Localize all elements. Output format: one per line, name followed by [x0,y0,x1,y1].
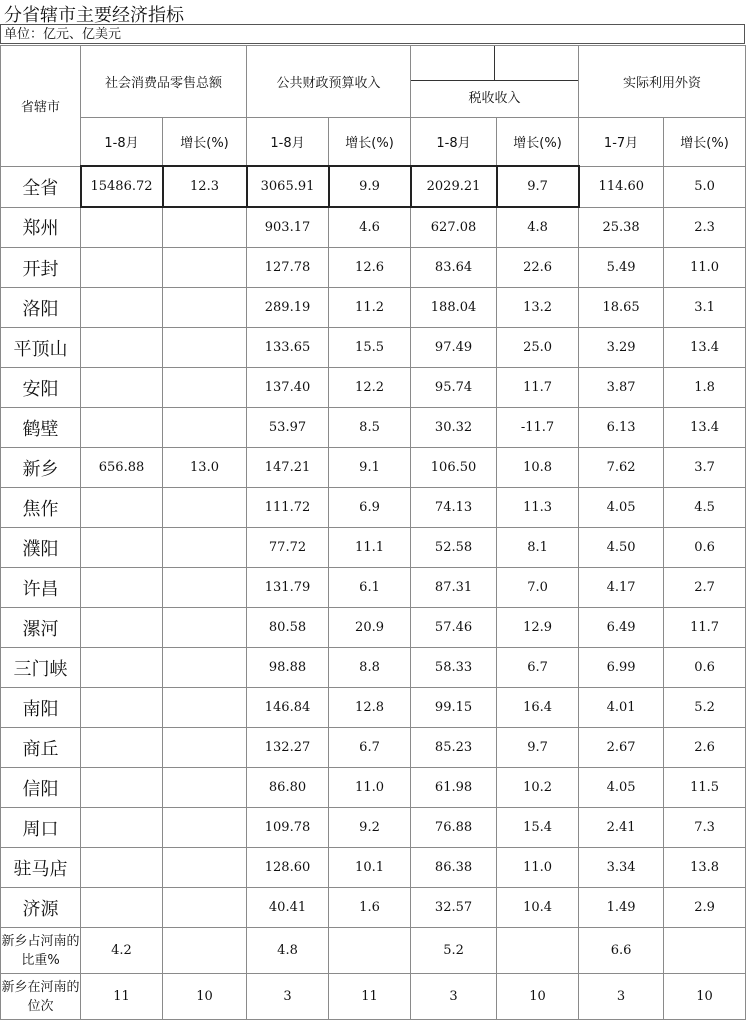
cell-fdi: 5.49 [579,248,664,288]
cell-retail-growth [163,288,247,328]
cell-retail-growth [163,248,247,288]
cell-tax: 2029.21 [411,166,497,207]
table-row [1,528,746,568]
cell-tax: 95.74 [411,368,497,408]
cell-fdi: 6.99 [579,648,664,688]
cell-tax-growth: 8.1 [497,528,579,568]
cell-fdi: 2.41 [579,808,664,848]
region-name: 信阳 [1,768,81,808]
cell-retail: 15486.72 [81,166,163,207]
rank-finance: 3 [247,974,329,1020]
cell-fdi: 6.49 [579,608,664,648]
cell-tax: 57.46 [411,608,497,648]
cell-retail-growth: 12.3 [163,166,247,207]
cell-retail-growth [163,488,247,528]
header-retail: 社会消费品零售总额 [81,46,247,118]
subheader-retail-period: 1-8月 [81,118,163,167]
table-row [1,768,746,808]
cell-tax-growth: 15.4 [497,808,579,848]
cell-fdi-growth: 0.6 [664,528,746,568]
cell-fdi: 7.62 [579,448,664,488]
table-row [1,408,746,448]
share-retail: 4.2 [81,928,163,974]
region-name: 三门峡 [1,648,81,688]
cell-tax-growth: 9.7 [497,166,579,207]
cell-fdi-growth: 4.5 [664,488,746,528]
cell-retail [81,288,163,328]
cell-finance: 86.80 [247,768,329,808]
table-row [1,288,746,328]
cell-finance: 77.72 [247,528,329,568]
cell-tax: 32.57 [411,888,497,928]
cell-fdi-growth: 0.6 [664,648,746,688]
cell-retail-growth [163,568,247,608]
cell-finance: 109.78 [247,808,329,848]
table-row [1,166,746,207]
cell-finance: 127.78 [247,248,329,288]
cell-tax: 76.88 [411,808,497,848]
cell-retail-growth [163,368,247,408]
cell-tax-growth: -11.7 [497,408,579,448]
cell-tax-growth: 10.8 [497,448,579,488]
subheader-fdi-growth: 增长(%) [664,118,746,167]
cell-fdi: 3.87 [579,368,664,408]
table-row [1,728,746,768]
cell-retail [81,768,163,808]
table-row [1,888,746,928]
page-title: 分省辖市主要经济指标 [4,5,184,26]
region-name: 焦作 [1,488,81,528]
cell-tax: 86.38 [411,848,497,888]
region-name: 许昌 [1,568,81,608]
cell-retail [81,408,163,448]
cell-retail-growth [163,528,247,568]
cell-fdi-growth: 11.0 [664,248,746,288]
region-name: 济源 [1,888,81,928]
cell-fdi: 4.50 [579,528,664,568]
region-name: 周口 [1,808,81,848]
cell-fdi: 3.29 [579,328,664,368]
cell-fdi-growth: 13.4 [664,408,746,448]
region-name: 郑州 [1,207,81,248]
rank-retail-growth: 10 [163,974,247,1020]
cell-retail [81,568,163,608]
cell-fdi-growth: 5.2 [664,688,746,728]
cell-retail [81,888,163,928]
cell-retail [81,328,163,368]
cell-finance: 903.17 [247,207,329,248]
cell-retail-growth [163,728,247,768]
header-fdi: 实际利用外资 [579,46,746,118]
cell-tax-growth: 25.0 [497,328,579,368]
cell-finance: 147.21 [247,448,329,488]
cell-fdi-growth: 3.7 [664,448,746,488]
cell-retail [81,248,163,288]
cell-tax-growth: 16.4 [497,688,579,728]
cell-finance: 128.60 [247,848,329,888]
cell-finance-growth: 6.7 [329,728,411,768]
cell-retail [81,488,163,528]
cell-retail [81,608,163,648]
cell-finance: 98.88 [247,648,329,688]
cell-finance: 3065.91 [247,166,329,207]
cell-finance: 137.40 [247,368,329,408]
subheader-finance-growth: 增长(%) [329,118,411,167]
cell-tax: 85.23 [411,728,497,768]
table-row [1,448,746,488]
subheader-fdi-period: 1-7月 [579,118,664,167]
region-name: 新乡 [1,448,81,488]
cell-finance: 131.79 [247,568,329,608]
share-empty-1 [163,928,247,974]
region-name: 南阳 [1,688,81,728]
cell-fdi: 3.34 [579,848,664,888]
table-row [1,808,746,848]
rank-fdi-growth: 10 [664,974,746,1020]
rank-tax-growth: 10 [497,974,579,1020]
cell-finance-growth: 20.9 [329,608,411,648]
region-name: 鹤壁 [1,408,81,448]
cell-finance: 133.65 [247,328,329,368]
table-row [1,248,746,288]
cell-retail [81,688,163,728]
cell-tax: 106.50 [411,448,497,488]
table-row [1,848,746,888]
cell-fdi-growth: 11.5 [664,768,746,808]
cell-fdi-growth: 2.6 [664,728,746,768]
cell-fdi: 4.05 [579,768,664,808]
cell-finance: 132.27 [247,728,329,768]
region-name: 平顶山 [1,328,81,368]
cell-tax-growth: 4.8 [497,207,579,248]
cell-fdi-growth: 11.7 [664,608,746,648]
cell-retail-growth [163,808,247,848]
cell-finance-growth: 10.1 [329,848,411,888]
cell-tax: 87.31 [411,568,497,608]
share-empty-2 [329,928,411,974]
table-row [1,328,746,368]
cell-retail [81,848,163,888]
cell-finance: 111.72 [247,488,329,528]
cell-finance-growth: 15.5 [329,328,411,368]
cell-fdi-growth: 13.8 [664,848,746,888]
indicator-table [0,45,746,1020]
cell-retail: 656.88 [81,448,163,488]
rank-retail: 11 [81,974,163,1020]
cell-tax: 61.98 [411,768,497,808]
subheader-finance-period: 1-8月 [247,118,329,167]
subheader-tax-growth: 增长(%) [497,118,579,167]
cell-tax-growth: 11.7 [497,368,579,408]
cell-finance-growth: 12.6 [329,248,411,288]
region-name: 洛阳 [1,288,81,328]
rank-row [1,974,746,1020]
cell-tax-growth: 7.0 [497,568,579,608]
region-name: 漯河 [1,608,81,648]
cell-finance-growth: 1.6 [329,888,411,928]
cell-fdi-growth: 5.0 [664,166,746,207]
table-row [1,608,746,648]
cell-finance-growth: 12.8 [329,688,411,728]
cell-retail-growth [163,768,247,808]
cell-fdi-growth: 3.1 [664,288,746,328]
cell-finance-growth: 9.1 [329,448,411,488]
header-tax [411,46,579,118]
cell-retail-growth [163,848,247,888]
cell-fdi: 1.49 [579,888,664,928]
cell-finance-growth: 6.1 [329,568,411,608]
region-name: 全省 [1,166,81,207]
table-row [1,207,746,248]
header-region: 省辖市 [1,46,81,167]
rank-tax: 3 [411,974,497,1020]
cell-tax-growth: 9.7 [497,728,579,768]
cell-tax: 52.58 [411,528,497,568]
cell-retail-growth [163,888,247,928]
cell-fdi: 2.67 [579,728,664,768]
cell-tax: 30.32 [411,408,497,448]
cell-tax-growth: 11.3 [497,488,579,528]
table-row [1,488,746,528]
cell-fdi: 18.65 [579,288,664,328]
unit-label: 单位：亿元、亿美元 [0,24,745,44]
cell-tax: 97.49 [411,328,497,368]
cell-finance-growth: 11.1 [329,528,411,568]
share-row [1,928,746,974]
cell-tax-growth: 22.6 [497,248,579,288]
cell-finance: 146.84 [247,688,329,728]
cell-tax: 188.04 [411,288,497,328]
table-row [1,648,746,688]
cell-fdi-growth: 2.3 [664,207,746,248]
cell-fdi-growth: 13.4 [664,328,746,368]
cell-retail-growth [163,328,247,368]
cell-retail-growth [163,648,247,688]
cell-fdi-growth: 2.9 [664,888,746,928]
cell-tax: 58.33 [411,648,497,688]
cell-tax-growth: 13.2 [497,288,579,328]
cell-finance: 53.97 [247,408,329,448]
cell-tax-growth: 10.2 [497,768,579,808]
cell-finance: 40.41 [247,888,329,928]
share-fdi: 6.6 [579,928,664,974]
cell-fdi-growth: 2.7 [664,568,746,608]
share-row-label: 新乡占河南的比重% [1,928,81,974]
region-name: 商丘 [1,728,81,768]
cell-tax: 99.15 [411,688,497,728]
cell-retail [81,648,163,688]
cell-tax-growth: 12.9 [497,608,579,648]
cell-finance-growth: 4.6 [329,207,411,248]
share-tax: 5.2 [411,928,497,974]
cell-finance-growth: 9.9 [329,166,411,207]
cell-retail-growth [163,207,247,248]
cell-fdi-growth: 1.8 [664,368,746,408]
cell-finance-growth: 6.9 [329,488,411,528]
cell-retail-growth [163,608,247,648]
header-finance: 公共财政预算收入 [247,46,411,118]
region-name: 濮阳 [1,528,81,568]
cell-tax: 627.08 [411,207,497,248]
cell-fdi: 25.38 [579,207,664,248]
region-name: 开封 [1,248,81,288]
cell-retail [81,207,163,248]
cell-finance-growth: 12.2 [329,368,411,408]
share-empty-4 [664,928,746,974]
cell-retail-growth: 13.0 [163,448,247,488]
cell-fdi: 114.60 [579,166,664,207]
cell-finance: 80.58 [247,608,329,648]
cell-retail-growth [163,688,247,728]
cell-fdi: 4.05 [579,488,664,528]
cell-fdi: 6.13 [579,408,664,448]
cell-retail [81,808,163,848]
share-finance: 4.8 [247,928,329,974]
cell-fdi: 4.01 [579,688,664,728]
rank-fdi: 3 [579,974,664,1020]
cell-retail [81,728,163,768]
cell-tax: 83.64 [411,248,497,288]
cell-retail-growth [163,408,247,448]
cell-tax-growth: 10.4 [497,888,579,928]
header-tax-label: 税收收入 [468,91,521,106]
table-row [1,688,746,728]
rank-finance-growth: 11 [329,974,411,1020]
rank-row-label: 新乡在河南的位次 [1,974,81,1020]
cell-fdi-growth: 7.3 [664,808,746,848]
share-empty-3 [497,928,579,974]
cell-finance-growth: 8.5 [329,408,411,448]
cell-finance: 289.19 [247,288,329,328]
cell-finance-growth: 11.2 [329,288,411,328]
table-row [1,568,746,608]
cell-tax: 74.13 [411,488,497,528]
cell-tax-growth: 11.0 [497,848,579,888]
cell-finance-growth: 9.2 [329,808,411,848]
region-name: 驻马店 [1,848,81,888]
cell-finance-growth: 11.0 [329,768,411,808]
subheader-retail-growth: 增长(%) [163,118,247,167]
cell-finance-growth: 8.8 [329,648,411,688]
cell-retail [81,368,163,408]
table-row [1,368,746,408]
cell-fdi: 4.17 [579,568,664,608]
cell-retail [81,528,163,568]
region-name: 安阳 [1,368,81,408]
subheader-tax-period: 1-8月 [411,118,497,167]
cell-tax-growth: 6.7 [497,648,579,688]
